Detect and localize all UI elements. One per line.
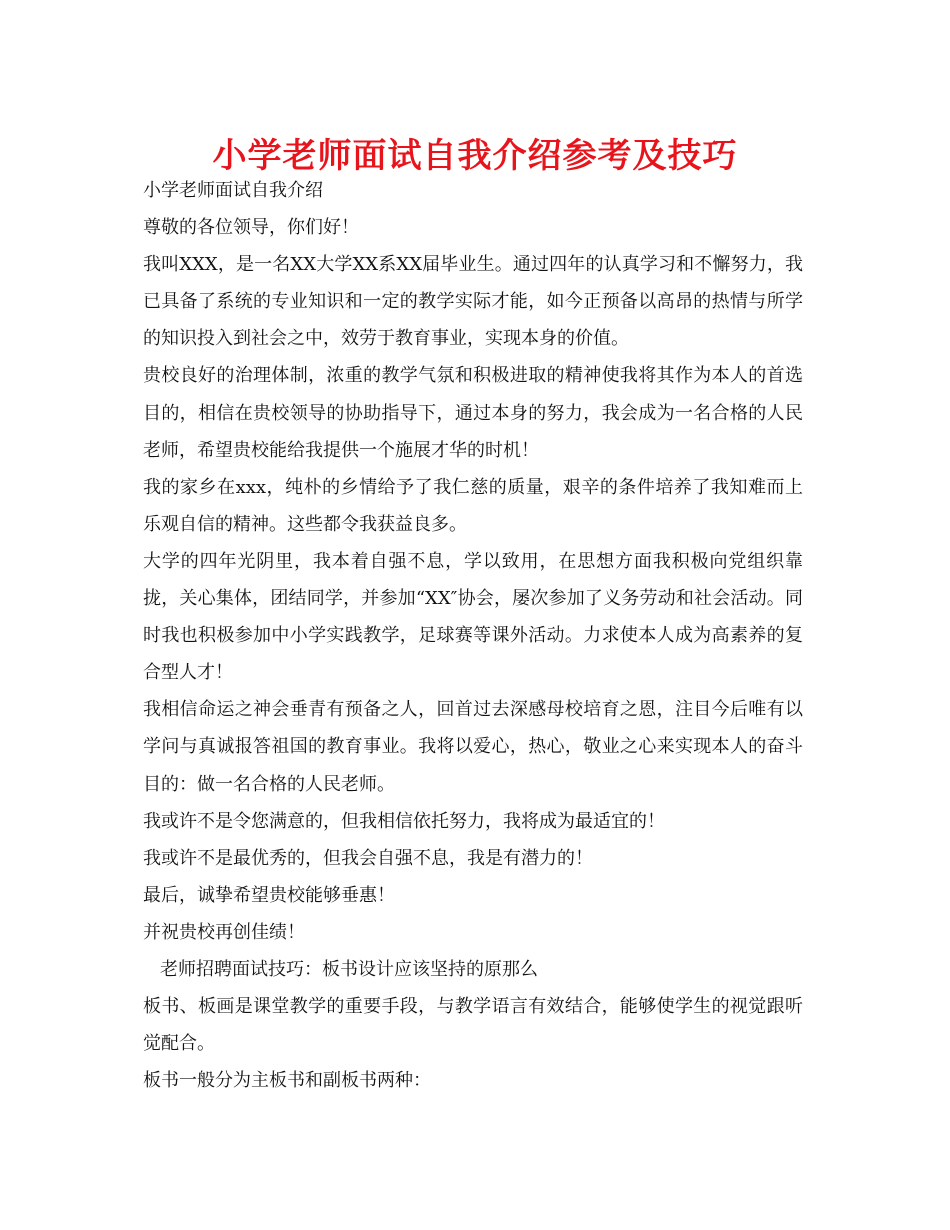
section-heading-tips: 老师招聘面试技巧：板书设计应该坚持的原那么 xyxy=(160,958,538,980)
paragraph-wish: 并祝贵校再创佳绩！ xyxy=(143,921,305,943)
paragraph-school: 贵校良好的治理体制，浓重的教学气氛和积极进取的精神使我将其作为本人的首选目的，相信在贵校领导的协助指导下，通过本身的努力，我会成为一名合格的人民老师，希望贵校能给我提供一个施展才华的时机！ xyxy=(143,365,803,461)
paragraph-hometown: 我的家乡在xxx，纯朴的乡情给予了我仁慈的质量，艰辛的条件培养了我知难而上乐观自信的精神。这些都令我获益良多。 xyxy=(143,476,803,535)
paragraph-greeting: 尊敬的各位领导，你们好！ xyxy=(143,217,359,239)
paragraph-statement-2: 我或许不是最优秀的，但我会自强不息，我是有潜力的！ xyxy=(143,847,593,869)
document-title: 小学老师面试自我介绍参考及技巧 xyxy=(212,136,738,176)
paragraph-statement-1: 我或许不是令您满意的，但我相信依托努力，我将成为最适宜的！ xyxy=(143,810,665,832)
paragraph-university: 大学的四年光阴里，我本着自强不息，学以致用，在思想方面我积极向党组织靠拢，关心集体，团结同学，并参加“XX″协会，屡次参加了义务劳动和社会活动。同时我也积极参加中小学实践教学，足球赛等课外活动。力求使本人成为高素养的复合型人才！ xyxy=(143,550,803,684)
paragraph-closing: 最后，诚挚希望贵校能够垂惠！ xyxy=(143,884,395,906)
paragraph-subtitle: 小学老师面试自我介绍 xyxy=(143,180,323,201)
paragraph-intro: 我叫XXX，是一名XX大学XX系XX届毕业生。通过四年的认真学习和不懈努力，我已具备了系统的专业知识和一定的教学实际才能，如今正预备以高昂的热情与所学的知识投入到社会之中，效劳于教育事业，实现本身的价值。 xyxy=(143,254,803,350)
document-body xyxy=(143,172,803,1099)
paragraph-board-types: 板书一般分为主板书和副板书两种： xyxy=(143,1070,431,1092)
paragraph-board-intro: 板书、板画是课堂教学的重要手段，与教学语言有效结合，能够使学生的视觉跟听觉配合。 xyxy=(143,996,803,1055)
paragraph-belief: 我相信命运之神会垂青有预备之人，回首过去深感母校培育之恩，注目今后唯有以学问与真诚报答祖国的教育事业。我将以爱心，热心，敬业之心来实现本人的奋斗目的：做一名合格的人民老师。 xyxy=(143,699,803,795)
